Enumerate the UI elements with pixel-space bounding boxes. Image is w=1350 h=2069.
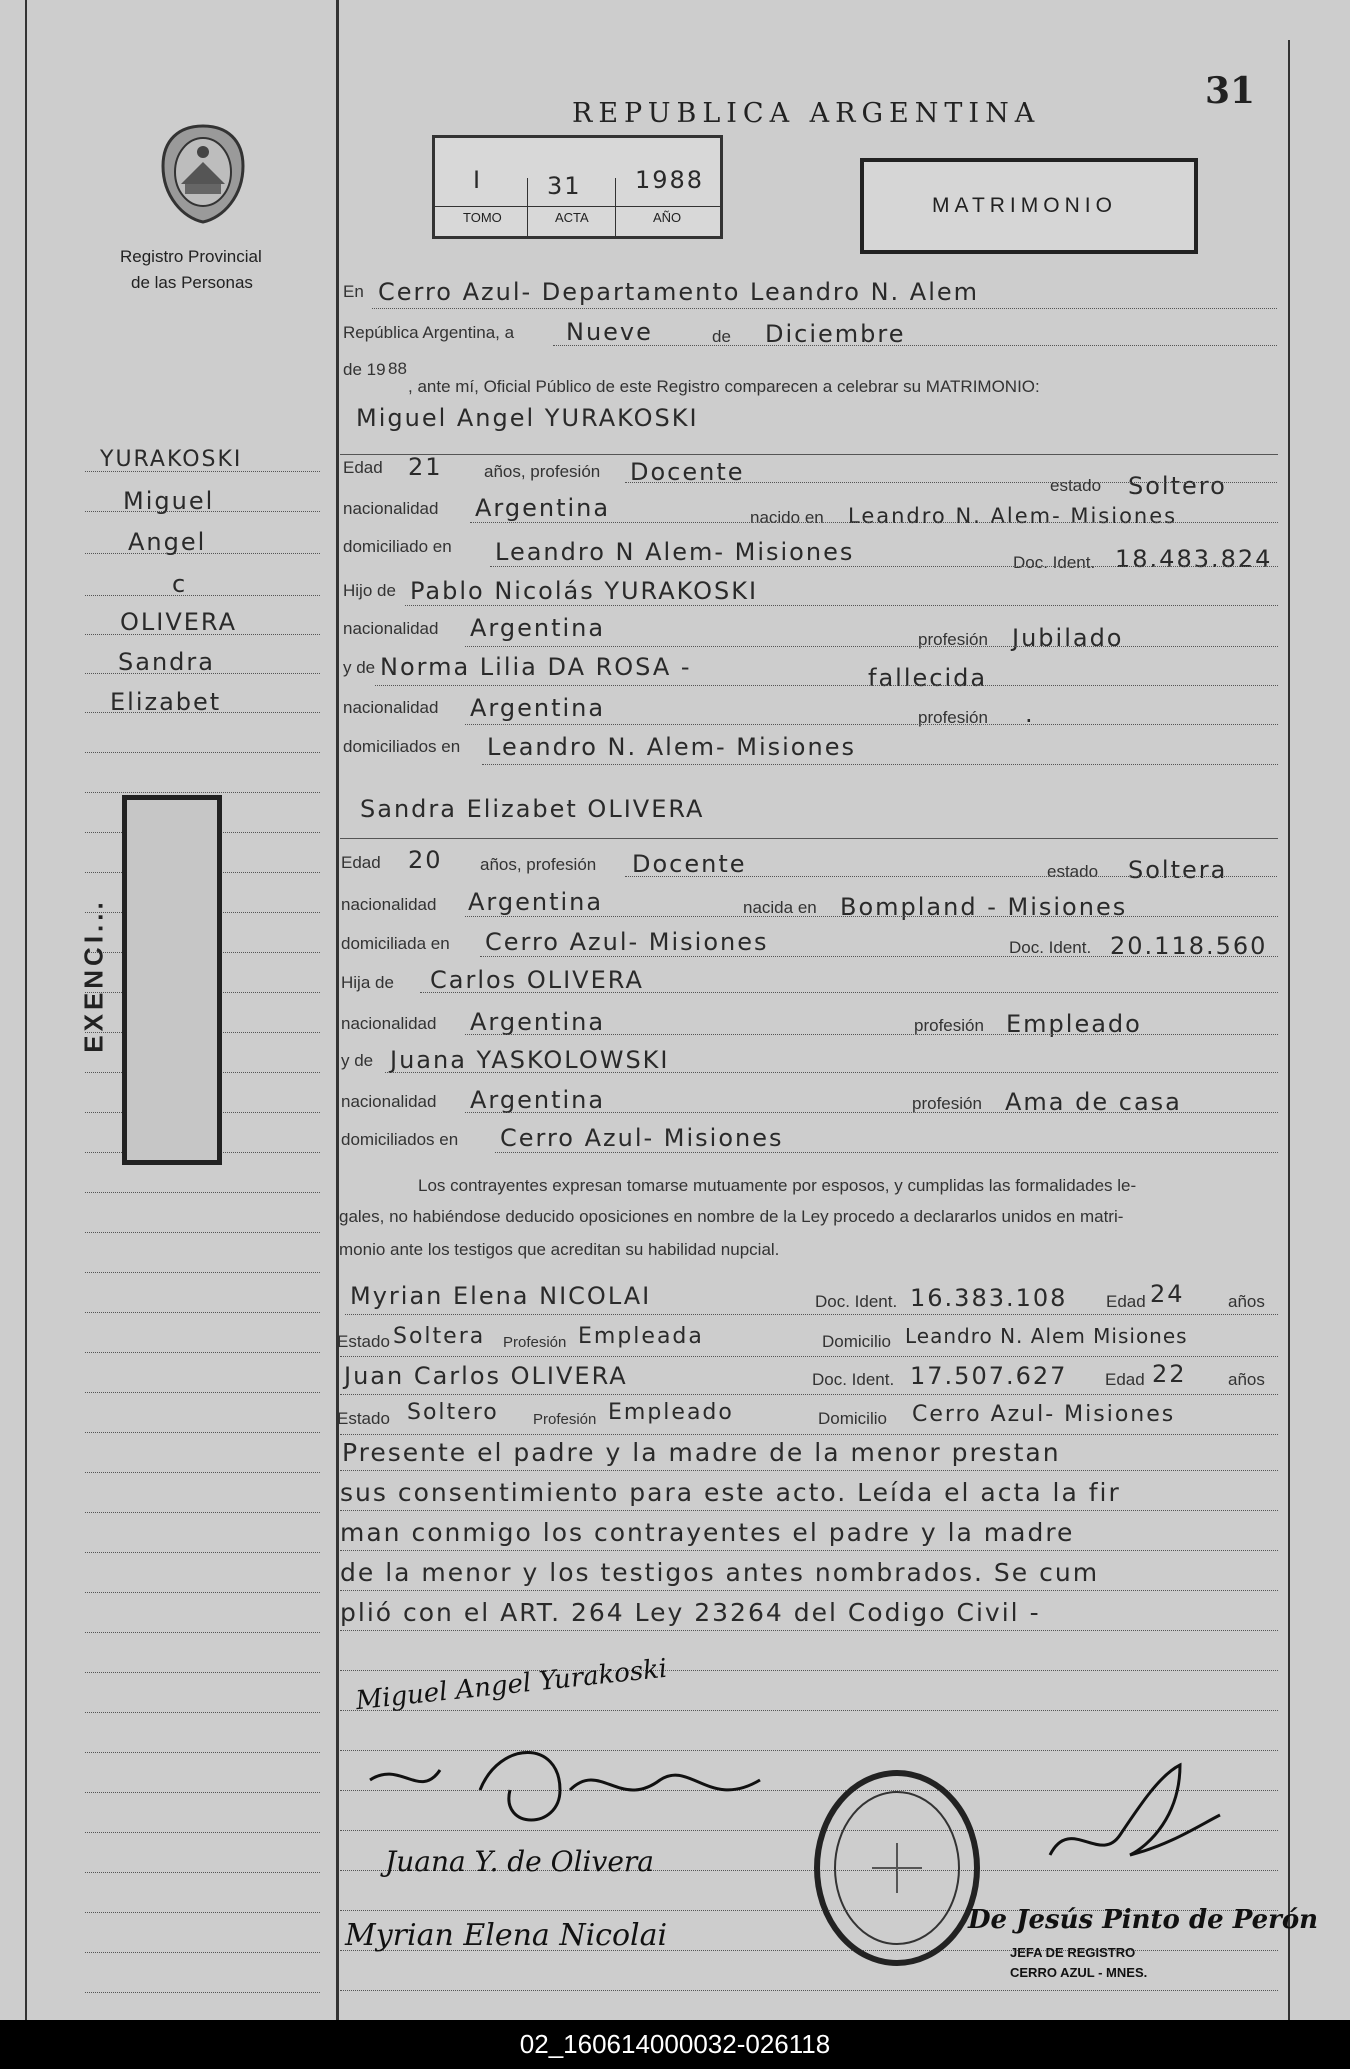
- provincial-seal: [157, 122, 249, 226]
- witness-1-doc: 16.383.108: [910, 1284, 1068, 1312]
- groom-profesion: Docente: [630, 458, 745, 486]
- witness-2-name: Juan Carlos OLIVERA: [344, 1362, 628, 1390]
- exemption-stamp-text: EXENCI...: [78, 898, 109, 1053]
- groom-padres-dom: Leandro N. Alem- Misiones: [487, 733, 856, 761]
- right-edge-line: [1288, 40, 1290, 2020]
- witness-2-profesion: Empleado: [608, 1400, 734, 1425]
- bride-padre-prof: Empleado: [1006, 1010, 1142, 1038]
- day: Nueve: [566, 318, 653, 346]
- bride-nacionalidad: Argentina: [468, 888, 604, 916]
- groom-dom-label: domiciliado en: [343, 537, 452, 556]
- bride-padre-nac: Argentina: [470, 1008, 606, 1036]
- bride-madre-label: y de: [341, 1051, 374, 1070]
- record-box: [432, 135, 723, 239]
- ano-value: 1988: [635, 166, 705, 194]
- margin-name-6: Sandra: [118, 648, 215, 676]
- groom-doc: 18.483.824: [1115, 545, 1273, 573]
- groom-domicilio: Leandro N Alem- Misiones: [495, 538, 855, 566]
- bride-doc-label: Doc. Ident.: [1009, 938, 1092, 957]
- groom-nacionalidad: Argentina: [475, 494, 611, 522]
- signature-witness: Myrian Elena Nicolai: [345, 1918, 668, 1953]
- bride-madre: Juana YASKOLOWSKI: [390, 1046, 670, 1074]
- republic-label: República Argentina, a: [343, 323, 515, 342]
- groom-padre: Pablo Nicolás YURAKOSKI: [410, 577, 759, 605]
- margin-name-2: Miguel: [123, 487, 215, 515]
- bride-domicilio: Cerro Azul- Misiones: [485, 928, 769, 956]
- groom-padre-nac-label: nacionalidad: [343, 619, 439, 638]
- witness-2-edad: 22: [1152, 1360, 1187, 1388]
- witness-2-prof-label: Profesión: [533, 1411, 597, 1428]
- bride-padre-prof-label: profesión: [914, 1016, 984, 1035]
- groom-nacido-label: nacido en: [750, 508, 824, 527]
- official-seal: [812, 1768, 982, 1968]
- exemption-stamp: [78, 795, 222, 1165]
- bride-edad: 20: [408, 846, 443, 874]
- margin-name-4: c: [172, 570, 188, 598]
- declaration-line-2: gales, no habiéndose deducido oposiciones en nombre de la Ley procedo a declararlos unidos en matri-: [339, 1207, 1124, 1226]
- groom-madre-nac: Argentina: [470, 694, 606, 722]
- note-line-3: man conmigo los contrayentes el padre y la madre: [340, 1518, 1075, 1547]
- groom-padre-prof-label: profesión: [918, 630, 988, 649]
- document-type: MATRIMONIO: [932, 194, 1117, 217]
- witness-2-doc: 17.507.627: [910, 1362, 1068, 1390]
- declaration-line-3: monio ante los testigos que acreditan su habilidad nupcial.: [339, 1240, 780, 1259]
- note-line-2: sus consentimiento para este acto. Leída el acta la fir: [340, 1478, 1121, 1507]
- margin-divider: [336, 0, 339, 2020]
- margin-name-3: Angel: [128, 528, 207, 556]
- note-line-1: Presente el padre y la madre de la menor prestan: [342, 1438, 1061, 1467]
- witness-2-estado: Soltero: [407, 1400, 499, 1425]
- left-edge-line: [25, 0, 27, 2020]
- bride-padre-nac-label: nacionalidad: [341, 1014, 437, 1033]
- groom-edad: 21: [408, 453, 443, 481]
- witness-2-doc-label: Doc. Ident.: [812, 1370, 895, 1389]
- witness-1-estado-label: Estado: [337, 1332, 390, 1351]
- groom-anos-prof-label: años, profesión: [484, 462, 601, 481]
- bride-anos-prof-label: años, profesión: [480, 855, 597, 874]
- margin-name-1: YURAKOSKI: [100, 447, 243, 472]
- witness-1-prof-label: Profesión: [503, 1334, 567, 1351]
- bride-estado-label: estado: [1047, 862, 1099, 881]
- intro-text: , ante mí, Oficial Público de este Registro comparecen a celebrar su MATRIMONIO:: [408, 377, 1040, 396]
- bride-padre: Carlos OLIVERA: [430, 966, 644, 994]
- groom-estado: Soltero: [1128, 472, 1227, 500]
- groom-madre-nac-label: nacionalidad: [343, 698, 439, 717]
- groom-madre-prof-label: profesión: [918, 708, 988, 727]
- witness-2-dom-label: Domicilio: [818, 1409, 887, 1428]
- registry-name-1: Registro Provincial: [120, 247, 262, 266]
- official-signature: De Jesús Pinto de Perón: [968, 1905, 1319, 1935]
- witness-1-estado: Soltera: [393, 1324, 486, 1349]
- groom-edad-label: Edad: [343, 458, 383, 477]
- witness-2-estado-label: Estado: [337, 1409, 390, 1428]
- margin-name-5: OLIVERA: [120, 608, 238, 636]
- groom-madre-prof: .: [1025, 700, 1035, 728]
- groom-name: Miguel Angel YURAKOSKI: [356, 404, 699, 432]
- witness-1-edad-label: Edad: [1106, 1292, 1146, 1311]
- document-type-box: [860, 158, 1198, 254]
- bride-padres-dom: Cerro Azul- Misiones: [500, 1124, 784, 1152]
- registry-name-2: de las Personas: [131, 273, 253, 292]
- bride-madre-nac-label: nacionalidad: [341, 1092, 437, 1111]
- groom-nacido: Leandro N. Alem- Misiones: [848, 504, 1178, 528]
- ano-label: AÑO: [653, 210, 682, 225]
- witness-1-name: Myrian Elena NICOLAI: [350, 1282, 652, 1310]
- de-label: de: [712, 327, 731, 346]
- scan-footer: 02_160614000032-026118: [0, 2020, 1350, 2069]
- margin-name-7: Elizabet: [110, 688, 222, 716]
- bride-nac-label: nacionalidad: [341, 895, 437, 914]
- acta-label: ACTA: [555, 210, 589, 225]
- groom-padre-nac: Argentina: [470, 614, 606, 642]
- official-office: CERRO AZUL - MNES.: [1010, 1965, 1148, 1980]
- groom-madre-estado: fallecida: [868, 664, 988, 692]
- tomo-label: TOMO: [463, 210, 502, 225]
- bride-edad-label: Edad: [341, 853, 381, 872]
- month: Diciembre: [765, 320, 906, 348]
- bride-name: Sandra Elizabet OLIVERA: [360, 795, 705, 823]
- official-signature-scribble: [1030, 1755, 1230, 1875]
- witness-2-anos-label: años: [1228, 1370, 1265, 1389]
- country-title: REPUBLICA ARGENTINA: [572, 98, 1041, 129]
- groom-madre: Norma Lilia DA ROSA -: [380, 653, 692, 681]
- signature-groom: Miguel Angel Yurakoski: [354, 1653, 669, 1717]
- witness-1-edad: 24: [1150, 1280, 1185, 1308]
- place: Cerro Azul- Departamento Leandro N. Alem: [378, 278, 980, 306]
- tomo-value: I: [473, 166, 483, 194]
- bride-estado: Soltera: [1128, 856, 1228, 884]
- groom-padre-prof: Jubilado: [1012, 624, 1124, 652]
- note-line-5: plió con el ART. 264 Ley 23264 del Codigo Civil -: [340, 1598, 1041, 1627]
- witness-1-doc-label: Doc. Ident.: [815, 1292, 898, 1311]
- bride-doc: 20.118.560: [1110, 932, 1268, 960]
- page-number: 31: [1205, 70, 1256, 112]
- witness-2-edad-label: Edad: [1105, 1370, 1145, 1389]
- bride-dom-label: domiciliada en: [341, 934, 450, 953]
- bride-madre-prof-label: profesión: [912, 1094, 982, 1113]
- groom-nac-label: nacionalidad: [343, 499, 439, 518]
- bride-madre-prof: Ama de casa: [1005, 1088, 1182, 1116]
- witness-1-anos-label: años: [1228, 1292, 1265, 1311]
- groom-hijo-label: Hijo de: [343, 581, 396, 600]
- declaration-line-1: Los contrayentes expresan tomarse mutuamente por esposos, y cumplidas las formalidades le-: [418, 1176, 1137, 1195]
- witness-1-domicilio: Leandro N. Alem Misiones: [905, 1324, 1188, 1348]
- bride-padres-dom-label: domiciliados en: [341, 1130, 459, 1149]
- bride-profesion: Docente: [632, 850, 747, 878]
- bride-madre-nac: Argentina: [470, 1086, 606, 1114]
- en-label: En: [343, 282, 364, 301]
- groom-padres-dom-label: domiciliados en: [343, 737, 461, 756]
- groom-estado-label: estado: [1050, 476, 1102, 495]
- groom-madre-label: y de: [343, 658, 376, 677]
- bride-nacida-label: nacida en: [743, 898, 817, 917]
- witness-1-profesion: Empleada: [578, 1324, 704, 1349]
- signature-bride-mother: Juana Y. de Olivera: [385, 1845, 654, 1878]
- groom-doc-label: Doc. Ident.: [1013, 553, 1096, 572]
- witness-1-dom-label: Domicilio: [822, 1332, 891, 1351]
- official-title: JEFA DE REGISTRO: [1010, 1945, 1136, 1960]
- signature-scribbles: [360, 1720, 780, 1860]
- year-suffix: 88: [388, 359, 407, 378]
- year-prefix: de 19: [343, 360, 386, 379]
- bride-nacida: Bompland - Misiones: [840, 893, 1128, 921]
- bride-hija-label: Hija de: [341, 973, 394, 992]
- note-line-4: de la menor y los testigos antes nombrados. Se cum: [340, 1558, 1100, 1587]
- witness-2-domicilio: Cerro Azul- Misiones: [912, 1402, 1176, 1427]
- acta-value: 31: [547, 172, 582, 200]
